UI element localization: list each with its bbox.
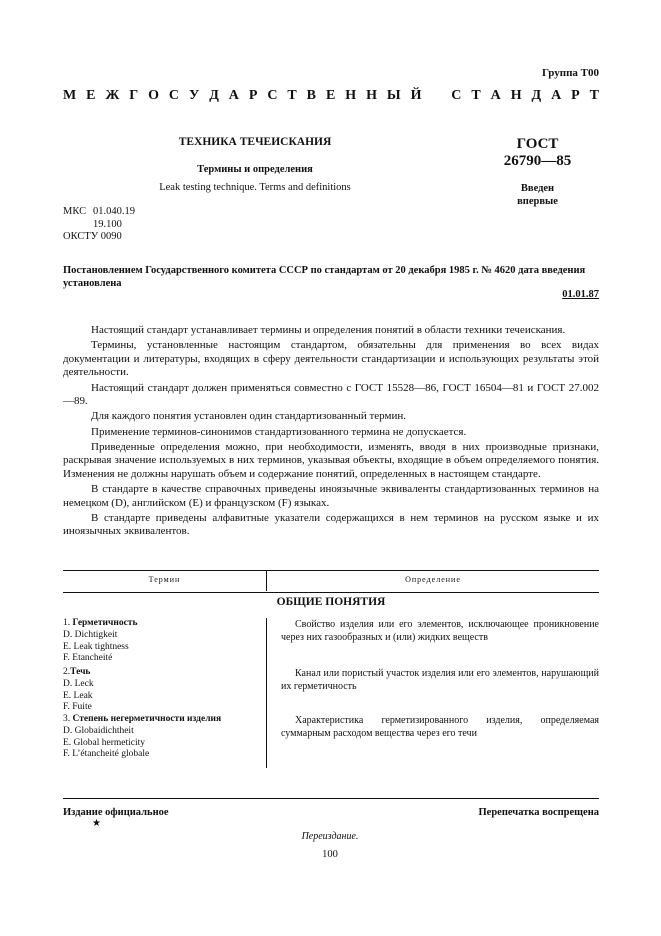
term-english: E. Leak xyxy=(63,690,93,701)
header-letter: А xyxy=(228,88,239,103)
term-number: 3. xyxy=(63,714,71,724)
header-letter: Н xyxy=(345,88,357,103)
page-number: 100 xyxy=(322,849,338,860)
table-top-rule xyxy=(63,570,599,571)
term-german: D. Dichtigkeit xyxy=(63,629,118,640)
term-french: F. Fuite xyxy=(63,702,92,713)
header-letter: Г xyxy=(129,88,139,103)
document-subtitle: Термины и определения xyxy=(197,164,313,175)
term-french: F. Etancheité xyxy=(63,653,113,664)
header-letter: С xyxy=(267,88,278,103)
table-header-term: Термин xyxy=(148,575,181,584)
header-letter: Т xyxy=(589,88,599,103)
header-letter: Т xyxy=(287,88,297,103)
paragraph: В стандарте в качестве справочных приведены иноязычные эквиваленты стандартизованных терминов на немецком (D), английском (E) и французском (F) языках. xyxy=(63,483,599,509)
term-number: 2. xyxy=(63,667,71,677)
document-title: ТЕХНИКА ТЕЧЕИСКАНИЯ xyxy=(178,136,332,148)
edition-label: Издание официальное xyxy=(63,807,169,818)
term-definition: Характеристика герметизированного изделия, определяемая суммарным расходом вещества через его течи xyxy=(281,715,599,739)
header-letter: Р xyxy=(248,88,258,103)
paragraph: В стандарте приведены алфавитные указатели содержащихся в нем терминов на русском языке и их иноязычных эквивалентов. xyxy=(63,511,599,538)
term-name: Течь xyxy=(70,667,91,677)
intro-note-line1: Введен xyxy=(520,183,555,194)
table-header-rule xyxy=(63,592,599,593)
intro-note-line2: впервые xyxy=(517,196,558,207)
term-entry xyxy=(63,618,263,665)
classification-codes xyxy=(63,206,135,244)
header-letter: О xyxy=(148,88,159,103)
gost-designation xyxy=(490,136,585,170)
term-name: Герметичность xyxy=(72,618,138,628)
mks-value1: 01.040.19 xyxy=(93,206,135,217)
header-letter: Е xyxy=(86,88,96,103)
star-icon: ★ xyxy=(92,818,101,829)
group-label: Группа Т00 xyxy=(541,67,599,79)
paragraph: Для каждого понятия установлен один стандартизованный термин. xyxy=(91,410,406,423)
table-header-definition: Определение xyxy=(405,575,461,584)
term-entry xyxy=(63,714,263,761)
mks-row-2 xyxy=(63,219,135,232)
term-english: E. Global hermeticity xyxy=(63,737,146,748)
term-definition: Свойство изделия или его элементов, исключающее проникновение через них газообразных и (или) жидких веществ xyxy=(281,619,599,643)
introduction-note xyxy=(490,182,585,208)
table-column-divider xyxy=(266,618,267,768)
term-definition: Канал или пористый участок изделия или его элементов, нарушающий их герметичность xyxy=(281,668,599,692)
paragraph: Настоящий стандарт устанавливает термины и определения понятий в области техники течеискания. xyxy=(91,324,566,336)
section-title: ОБЩИЕ ПОНЯТИЯ xyxy=(276,596,386,608)
mks-value2: 19.100 xyxy=(93,218,122,230)
term-number: 1. xyxy=(63,618,71,628)
term-german: D. Leck xyxy=(63,678,94,689)
header-letter: Ж xyxy=(105,88,120,103)
paragraph: Настоящий стандарт должен применяться совместно с ГОСТ 15528—86, ГОСТ 16504—81 и ГОСТ 27.002—89. xyxy=(63,381,599,408)
okstu-code: ОКСТУ 0090 xyxy=(63,231,122,242)
gost-number: 26790—85 xyxy=(503,153,572,169)
standard-header xyxy=(63,88,599,104)
header-letter: У xyxy=(188,88,200,103)
reprint-notice: Перепечатка воспрещена xyxy=(478,807,599,818)
header-letter: Е xyxy=(325,88,336,103)
header-letter: Р xyxy=(571,88,580,103)
gost-label: ГОСТ xyxy=(516,136,559,152)
body-text xyxy=(63,324,599,539)
header-letter: Й xyxy=(410,88,422,103)
paragraph: Применение терминов-синонимов стандартизованного термина не допускается. xyxy=(91,425,467,438)
header-letter: С xyxy=(168,88,180,103)
header-letter: Ы xyxy=(386,88,401,103)
mks-row xyxy=(63,206,135,219)
mks-key: МКС xyxy=(63,206,87,217)
header-letter: С xyxy=(451,88,462,103)
english-title: Leak testing technique. Terms and definitions xyxy=(159,182,351,193)
term-french: F. L’étancheité globale xyxy=(63,749,150,760)
decree-text: Постановлением Государственного комитета СССР по стандартам от 20 декабря 1985 г. № 4620 дата введения установлена xyxy=(63,265,586,289)
introduction-date: 01.01.87 xyxy=(562,289,599,300)
term-german: D. Globaidichtheit xyxy=(63,725,134,736)
header-letter: В xyxy=(306,88,317,103)
header-letter: Т xyxy=(471,88,481,103)
reissue-note: Переиздание. xyxy=(301,831,359,842)
header-letter: А xyxy=(551,88,562,103)
term-entry xyxy=(63,667,263,714)
header-letter: Н xyxy=(366,88,377,103)
header-letter: М xyxy=(63,88,77,103)
term-english: E. Leak tightness xyxy=(63,641,129,652)
header-letter: А xyxy=(490,88,501,103)
footer-rule xyxy=(63,798,599,799)
header-letter: Н xyxy=(510,88,522,103)
term-name: Степень негерметичности изделия xyxy=(72,714,222,724)
header-letter: Д xyxy=(531,88,542,103)
paragraph: Термины, установленные настоящим стандартом, обязательны для применения во всех видах документации и литературы, входящих в сферу деятельности стандартизации и использующих результаты этой деятельности. xyxy=(63,339,599,379)
paragraph: Приведенные определения можно, при необходимости, изменять, вводя в них производные признаки, раскрывая значение используемых в них терминов, указывая объекты, входящие в объем определяемого понятия. Изменения не должны нарушать объем и содержание понятий, определенных в настоящем стандарте. xyxy=(63,440,599,480)
header-letter: Д xyxy=(209,88,219,103)
